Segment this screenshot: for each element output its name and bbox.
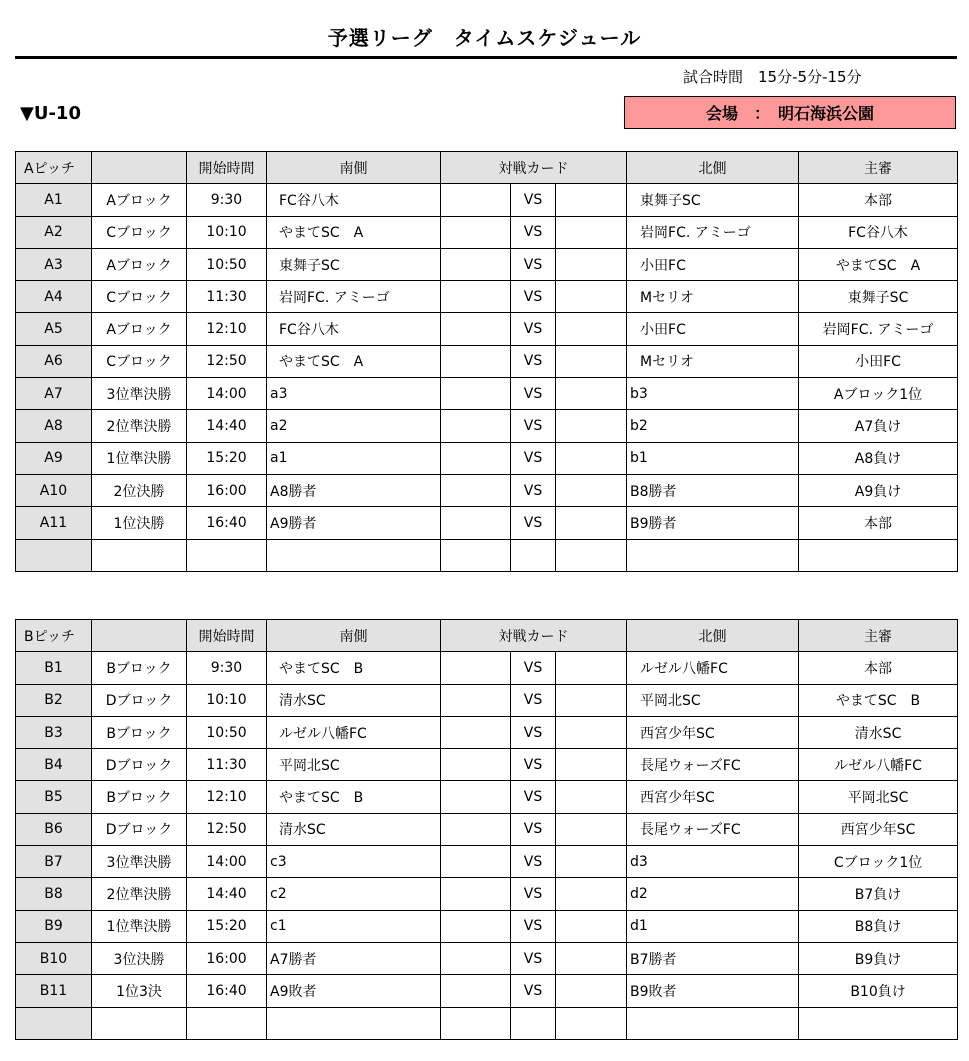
vs-label: VS [511, 474, 556, 506]
table-row [16, 716, 958, 748]
match-round: 1位決勝 [92, 507, 187, 539]
pitch-a-schedule-table [15, 151, 958, 572]
start-time: 11:30 [187, 281, 267, 313]
south-team: FC谷八木 [267, 184, 441, 216]
start-time: 16:00 [187, 942, 267, 974]
south-score [441, 345, 511, 377]
south-score [441, 184, 511, 216]
north-team: 平岡北SC [627, 684, 799, 716]
empty-cell [511, 1007, 556, 1039]
north-score [556, 878, 627, 910]
vs-label: VS [511, 716, 556, 748]
header-start-time: 開始時間 [187, 620, 267, 652]
south-team: c3 [267, 846, 441, 878]
empty-cell [92, 539, 187, 571]
match-round: Cブロック [92, 216, 187, 248]
referee: 本部 [799, 652, 958, 684]
match-round: Cブロック [92, 281, 187, 313]
table-header-row [16, 152, 958, 184]
north-score [556, 507, 627, 539]
south-score [441, 846, 511, 878]
vs-label: VS [511, 281, 556, 313]
header-card: 対戦カード [441, 152, 627, 184]
table-row [16, 975, 958, 1007]
table-row [16, 281, 958, 313]
north-team: d3 [627, 846, 799, 878]
north-team: B8勝者 [627, 474, 799, 506]
vs-label: VS [511, 684, 556, 716]
table-row [16, 652, 958, 684]
north-team: b1 [627, 442, 799, 474]
referee: A7負け [799, 410, 958, 442]
table-row [16, 813, 958, 845]
match-code: B5 [16, 781, 92, 813]
referee: 岩岡FC. アミーゴ [799, 313, 958, 345]
south-score [441, 507, 511, 539]
south-score [441, 975, 511, 1007]
match-code: B7 [16, 846, 92, 878]
match-round: Bブロック [92, 781, 187, 813]
header-referee: 主審 [799, 152, 958, 184]
referee: FC谷八木 [799, 216, 958, 248]
match-code: B4 [16, 749, 92, 781]
match-round: 1位3決 [92, 975, 187, 1007]
north-team: b3 [627, 378, 799, 410]
vs-label: VS [511, 910, 556, 942]
match-round: Aブロック [92, 248, 187, 280]
referee: 本部 [799, 184, 958, 216]
pitch-b-schedule-table [15, 619, 958, 1040]
referee: A9負け [799, 474, 958, 506]
table-row [16, 878, 958, 910]
referee: やまてSC A [799, 248, 958, 280]
start-time: 12:10 [187, 781, 267, 813]
south-team: c2 [267, 878, 441, 910]
header-south: 南側 [267, 620, 441, 652]
match-round: 1位準決勝 [92, 910, 187, 942]
empty-cell [441, 1007, 511, 1039]
match-code: B1 [16, 652, 92, 684]
north-team: 長尾ウォーズFC [627, 813, 799, 845]
match-code: A9 [16, 442, 92, 474]
pitch-b-label: Bピッチ [16, 620, 92, 652]
table-row [16, 313, 958, 345]
vs-label: VS [511, 878, 556, 910]
referee: B8負け [799, 910, 958, 942]
start-time: 14:00 [187, 378, 267, 410]
match-code: B11 [16, 975, 92, 1007]
vs-label: VS [511, 781, 556, 813]
match-code: A8 [16, 410, 92, 442]
south-team: やまてSC B [267, 652, 441, 684]
north-team: b2 [627, 410, 799, 442]
south-team: A8勝者 [267, 474, 441, 506]
referee: Cブロック1位 [799, 846, 958, 878]
table-row [16, 942, 958, 974]
referee: 東舞子SC [799, 281, 958, 313]
match-code: B6 [16, 813, 92, 845]
start-time: 15:20 [187, 442, 267, 474]
referee: ルゼル八幡FC [799, 749, 958, 781]
match-round: Aブロック [92, 313, 187, 345]
table-row [16, 345, 958, 377]
referee: Aブロック1位 [799, 378, 958, 410]
match-round: Bブロック [92, 716, 187, 748]
empty-cell [556, 1007, 627, 1039]
north-score [556, 749, 627, 781]
header-referee: 主審 [799, 620, 958, 652]
table-row [16, 781, 958, 813]
table-row [16, 378, 958, 410]
north-score [556, 184, 627, 216]
north-score [556, 345, 627, 377]
empty-cell [627, 539, 799, 571]
match-code: A1 [16, 184, 92, 216]
empty-cell [187, 1007, 267, 1039]
south-score [441, 652, 511, 684]
south-team: A9勝者 [267, 507, 441, 539]
start-time: 9:30 [187, 184, 267, 216]
south-team: ルゼル八幡FC [267, 716, 441, 748]
south-team: c1 [267, 910, 441, 942]
empty-cell [799, 1007, 958, 1039]
north-team: 岩岡FC. アミーゴ [627, 216, 799, 248]
start-time: 14:40 [187, 878, 267, 910]
start-time: 10:50 [187, 248, 267, 280]
match-code: B3 [16, 716, 92, 748]
south-team: a3 [267, 378, 441, 410]
north-team: 小田FC [627, 248, 799, 280]
match-code: A2 [16, 216, 92, 248]
vs-label: VS [511, 749, 556, 781]
north-team: B9敗者 [627, 975, 799, 1007]
referee: B9負け [799, 942, 958, 974]
header-card: 対戦カード [441, 620, 627, 652]
north-team: d1 [627, 910, 799, 942]
south-team: やまてSC A [267, 345, 441, 377]
match-round: Dブロック [92, 813, 187, 845]
south-score [441, 942, 511, 974]
table-row [16, 684, 958, 716]
north-score [556, 281, 627, 313]
header-blank [92, 152, 187, 184]
start-time: 14:40 [187, 410, 267, 442]
match-round: 2位準決勝 [92, 878, 187, 910]
empty-cell [627, 1007, 799, 1039]
north-score [556, 846, 627, 878]
start-time: 10:10 [187, 216, 267, 248]
north-score [556, 975, 627, 1007]
vs-label: VS [511, 846, 556, 878]
referee: やまてSC B [799, 684, 958, 716]
north-team: 東舞子SC [627, 184, 799, 216]
empty-cell [267, 539, 441, 571]
referee: B7負け [799, 878, 958, 910]
south-team: やまてSC B [267, 781, 441, 813]
table-row-empty [16, 1007, 958, 1039]
start-time: 16:40 [187, 975, 267, 1007]
page-title: 予選リーグ タイムスケジュール [327, 26, 642, 50]
start-time: 12:50 [187, 813, 267, 845]
table-row [16, 410, 958, 442]
north-score [556, 410, 627, 442]
south-score [441, 313, 511, 345]
table-row [16, 248, 958, 280]
match-round: 2位準決勝 [92, 410, 187, 442]
match-code: A11 [16, 507, 92, 539]
south-score [441, 474, 511, 506]
south-score [441, 781, 511, 813]
south-team: 清水SC [267, 684, 441, 716]
vs-label: VS [511, 442, 556, 474]
referee: 小田FC [799, 345, 958, 377]
table-row [16, 216, 958, 248]
match-round: Cブロック [92, 345, 187, 377]
referee: 平岡北SC [799, 781, 958, 813]
south-team: a2 [267, 410, 441, 442]
header-north: 北側 [627, 620, 799, 652]
pitch-a-label: Aピッチ [16, 152, 92, 184]
empty-cell [511, 539, 556, 571]
empty-cell [92, 1007, 187, 1039]
north-score [556, 652, 627, 684]
match-round: 3位準決勝 [92, 378, 187, 410]
table-row [16, 846, 958, 878]
north-team: B7勝者 [627, 942, 799, 974]
match-code: A4 [16, 281, 92, 313]
north-score [556, 910, 627, 942]
north-score [556, 442, 627, 474]
match-round: Bブロック [92, 652, 187, 684]
south-team: A9敗者 [267, 975, 441, 1007]
north-team: Mセリオ [627, 345, 799, 377]
south-team: 平岡北SC [267, 749, 441, 781]
start-time: 9:30 [187, 652, 267, 684]
referee: 清水SC [799, 716, 958, 748]
table-row-empty [16, 539, 958, 571]
match-code: A3 [16, 248, 92, 280]
match-code: A10 [16, 474, 92, 506]
south-score [441, 281, 511, 313]
title-underline [15, 56, 957, 59]
empty-cell [16, 539, 92, 571]
north-team: d2 [627, 878, 799, 910]
vs-label: VS [511, 410, 556, 442]
start-time: 16:00 [187, 474, 267, 506]
empty-cell [556, 539, 627, 571]
start-time: 15:20 [187, 910, 267, 942]
match-round: 3位準決勝 [92, 846, 187, 878]
empty-cell [267, 1007, 441, 1039]
south-score [441, 442, 511, 474]
vs-label: VS [511, 248, 556, 280]
empty-cell [441, 539, 511, 571]
north-score [556, 313, 627, 345]
empty-cell [16, 1007, 92, 1039]
start-time: 12:50 [187, 345, 267, 377]
south-team: 清水SC [267, 813, 441, 845]
match-time: 試合時間 15分-5分-15分 [683, 68, 862, 86]
table-row [16, 442, 958, 474]
south-score [441, 248, 511, 280]
south-score [441, 910, 511, 942]
north-score [556, 813, 627, 845]
start-time: 10:50 [187, 716, 267, 748]
match-round: Dブロック [92, 749, 187, 781]
header-north: 北側 [627, 152, 799, 184]
division-label: ▼U-10 [20, 103, 81, 124]
north-team: Mセリオ [627, 281, 799, 313]
south-score [441, 216, 511, 248]
south-team: 東舞子SC [267, 248, 441, 280]
north-team: 西宮少年SC [627, 781, 799, 813]
vs-label: VS [511, 652, 556, 684]
table-row [16, 910, 958, 942]
vs-label: VS [511, 813, 556, 845]
north-team: B9勝者 [627, 507, 799, 539]
north-team: 西宮少年SC [627, 716, 799, 748]
south-score [441, 749, 511, 781]
south-score [441, 684, 511, 716]
north-score [556, 378, 627, 410]
north-team: 長尾ウォーズFC [627, 749, 799, 781]
south-team: やまてSC A [267, 216, 441, 248]
start-time: 10:10 [187, 684, 267, 716]
referee: B10負け [799, 975, 958, 1007]
referee: A8負け [799, 442, 958, 474]
vs-label: VS [511, 378, 556, 410]
match-code: A5 [16, 313, 92, 345]
south-team: FC谷八木 [267, 313, 441, 345]
start-time: 11:30 [187, 749, 267, 781]
north-score [556, 684, 627, 716]
table-row [16, 184, 958, 216]
start-time: 12:10 [187, 313, 267, 345]
header-blank [92, 620, 187, 652]
header-south: 南側 [267, 152, 441, 184]
north-score [556, 248, 627, 280]
start-time: 16:40 [187, 507, 267, 539]
north-score [556, 474, 627, 506]
vs-label: VS [511, 313, 556, 345]
match-round: Dブロック [92, 684, 187, 716]
south-score [441, 813, 511, 845]
start-time: 14:00 [187, 846, 267, 878]
referee: 本部 [799, 507, 958, 539]
match-code: B8 [16, 878, 92, 910]
vs-label: VS [511, 216, 556, 248]
south-score [441, 716, 511, 748]
table-row [16, 474, 958, 506]
match-code: A6 [16, 345, 92, 377]
north-score [556, 781, 627, 813]
match-round: 2位決勝 [92, 474, 187, 506]
vs-label: VS [511, 975, 556, 1007]
header-start-time: 開始時間 [187, 152, 267, 184]
south-team: a1 [267, 442, 441, 474]
south-score [441, 410, 511, 442]
referee: 西宮少年SC [799, 813, 958, 845]
south-score [441, 378, 511, 410]
north-score [556, 716, 627, 748]
table-row [16, 749, 958, 781]
empty-cell [187, 539, 267, 571]
vs-label: VS [511, 184, 556, 216]
table-row [16, 507, 958, 539]
south-team: 岩岡FC. アミーゴ [267, 281, 441, 313]
match-code: B2 [16, 684, 92, 716]
match-code: A7 [16, 378, 92, 410]
vs-label: VS [511, 942, 556, 974]
north-team: ルゼル八幡FC [627, 652, 799, 684]
match-code: B9 [16, 910, 92, 942]
match-round: 3位決勝 [92, 942, 187, 974]
empty-cell [799, 539, 958, 571]
match-round: Aブロック [92, 184, 187, 216]
vs-label: VS [511, 507, 556, 539]
north-team: 小田FC [627, 313, 799, 345]
table-header-row [16, 620, 958, 652]
match-round: 1位準決勝 [92, 442, 187, 474]
venue-banner: 会場 ： 明石海浜公園 [624, 96, 956, 129]
south-score [441, 878, 511, 910]
north-score [556, 942, 627, 974]
north-score [556, 216, 627, 248]
vs-label: VS [511, 345, 556, 377]
south-team: A7勝者 [267, 942, 441, 974]
match-code: B10 [16, 942, 92, 974]
